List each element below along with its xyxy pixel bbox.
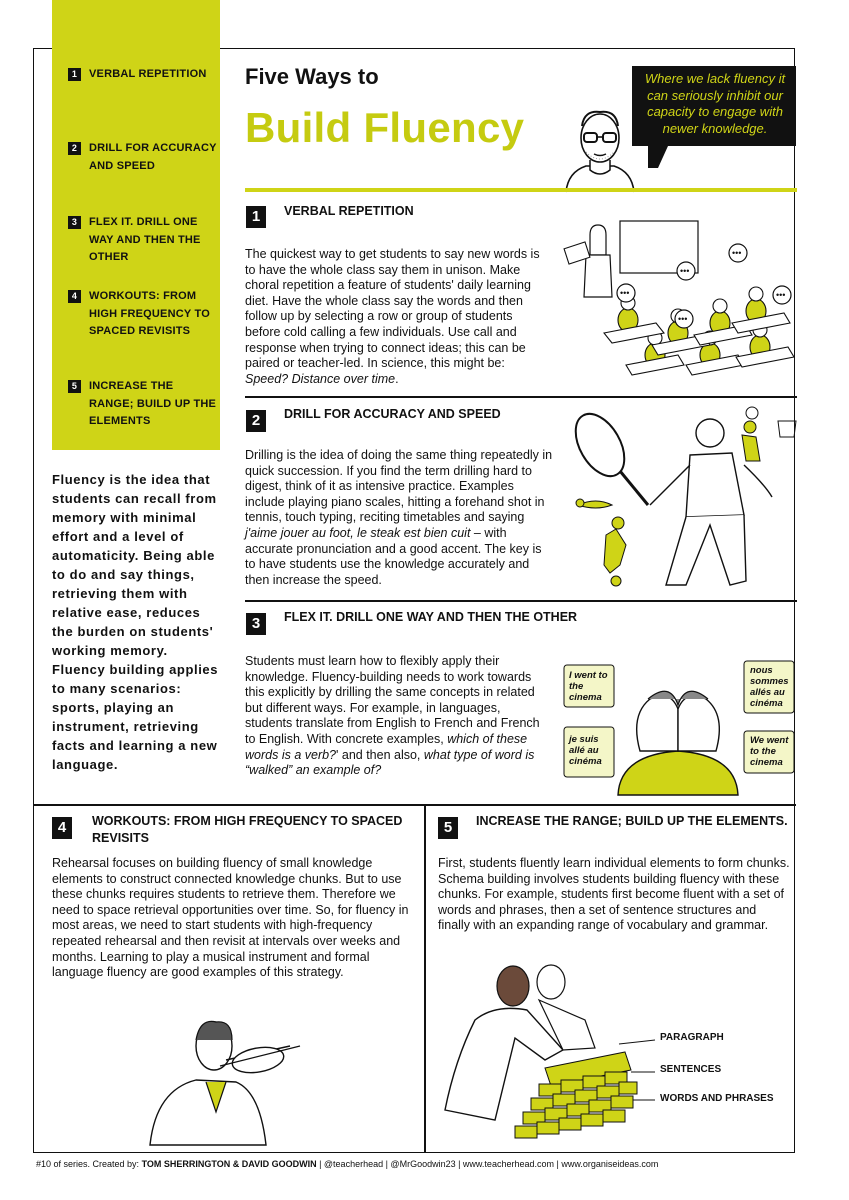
speech-bubble-icon: [648, 146, 668, 168]
svg-text:•••: •••: [620, 288, 630, 298]
section-number: 5: [438, 817, 458, 839]
section-number: 1: [246, 206, 266, 228]
diagram-label: PARAGRAPH: [660, 1032, 724, 1043]
sidebar-item-label: WORKOUTS: FROM HIGH FREQUENCY TO SPACED REVISITS: [89, 290, 210, 337]
quote-box: Where we lack fluency it can seriously inhibit our capacity to engage with newer knowledge.: [632, 66, 796, 146]
intro-text: Fluency is the idea that students can recall from memory with minimal effort and a level of automaticity. Being able to do and say things, retrieving them with relative ease, reduces the burden on students' working memory. Fluency building applies to many scenarios: sports, playing an instrument, retrieving facts and learning a new language.: [52, 472, 219, 772]
section-divider: [245, 600, 797, 602]
bubble-text: We went to the cinema: [750, 735, 789, 768]
diagram-label: SENTENCES: [660, 1064, 722, 1075]
section-body: Students must learn how to flexibly apply their knowledge. Fluency-building needs to work towards this explicitly by drilling the same concepts in related but different ways. For example, in languages, students translate from English to French and French to English. With concrete examples, which of these words is a verb?' and then also, what type of word is “walked” an example of?: [245, 654, 540, 778]
header-divider: [245, 188, 797, 192]
column-divider: [424, 804, 426, 1153]
author-portrait: [560, 100, 640, 192]
sidebar-item-label: DRILL FOR ACCURACY AND SPEED: [89, 142, 217, 172]
bubble-text: I went to the cinema: [569, 670, 608, 703]
number-badge: 4: [68, 290, 81, 303]
violinist-illustration: [140, 1010, 310, 1145]
classroom-illustration: [560, 215, 800, 390]
bubble-text: nous sommes allés au cinéma: [750, 665, 789, 709]
number-badge: 5: [68, 380, 81, 393]
section-number: 3: [246, 613, 266, 635]
section-heading: WORKOUTS: FROM HIGH FREQUENCY TO SPACED REVISITS: [92, 814, 403, 845]
sidebar-item-label: VERBAL REPETITION: [89, 68, 207, 80]
diagram-label: WORDS AND PHRASES: [660, 1093, 774, 1104]
svg-text:•••: •••: [732, 248, 742, 258]
section-heading: INCREASE THE RANGE; BUILD UP THE ELEMENTS.: [476, 814, 788, 828]
sidebar-item-label: INCREASE THE RANGE; BUILD UP THE ELEMENTS: [89, 380, 217, 427]
section-body: Rehearsal focuses on building fluency of small knowledge elements to construct connected knowledge chunks. But to use these chunks requires students to retrieve them. Therefore we need to space retrieval opportunities over time. So, for fluency in most areas, we need to start students with high-frequency repeated rehearsal and then revisit at intervals over weeks and months. Learning to play a musical instrument and formal language fluency are good examples of this strategy.: [52, 856, 409, 980]
builders-illustration: [435, 960, 655, 1145]
section-heading: FLEX IT. DRILL ONE WAY AND THEN THE OTHER: [284, 610, 578, 624]
section-body: Drilling is the idea of doing the same thing repeatedly in quick succession. If you find the term drilling hard to digest, think of it as intensive practice. Examples include playing piano scales, hitting a forehand shot in tennis, touch typing, reciting timetables and saying j'aime jouer au foot, le steak est bien cuit – with accurate pronunciation and a good accent. The key is to have students use the knowledge accurately and then increase the speed.: [245, 448, 553, 587]
section-divider: [34, 804, 796, 806]
number-badge: 3: [68, 216, 81, 229]
number-badge: 2: [68, 142, 81, 155]
page-title: Build Fluency: [245, 104, 525, 151]
title-small: Five Ways to: [245, 64, 379, 89]
section-divider: [245, 396, 797, 398]
svg-text:•••: •••: [678, 314, 688, 324]
footer: #10 of series. Created by: TOM SHERRINGTON & DAVID GOODWIN | @teacherhead | @MrGoodwin23 | www.teacherhead.com | www.organiseideas.com: [36, 1159, 659, 1169]
bubble-text: je suis allé au cinéma: [569, 734, 602, 767]
section-heading: DRILL FOR ACCURACY AND SPEED: [284, 407, 501, 421]
section-body: The quickest way to get students to say new words is to have the whole class say them in unison. Make choral repetition a feature of students' daily learning diet. Have the whole class say the words and then follow up by selecting a row or group of students before cold calling a few individuals. Use call and response when trying to connect ideas; this can be paired or teacher-led. In science, this might be: Speed? Distance over time.: [245, 247, 540, 386]
sidebar-item-label: FLEX IT. DRILL ONE WAY AND THEN THE OTHER: [89, 216, 201, 263]
svg-text:•••: •••: [776, 290, 786, 300]
number-badge: 1: [68, 68, 81, 81]
sports-illustration: [560, 405, 800, 590]
svg-text:•••: •••: [680, 266, 690, 276]
section-heading: VERBAL REPETITION: [284, 204, 414, 218]
section-body: First, students fluently learn individual elements to form chunks. Schema building involves students building fluency with these chunks. For example, students first become fluent with a set of words and phrases, then a set of sentence structures and finally with an expanding range of vocabulary and grammar.: [438, 856, 790, 933]
section-number: 4: [52, 817, 72, 839]
section-number: 2: [246, 410, 266, 432]
